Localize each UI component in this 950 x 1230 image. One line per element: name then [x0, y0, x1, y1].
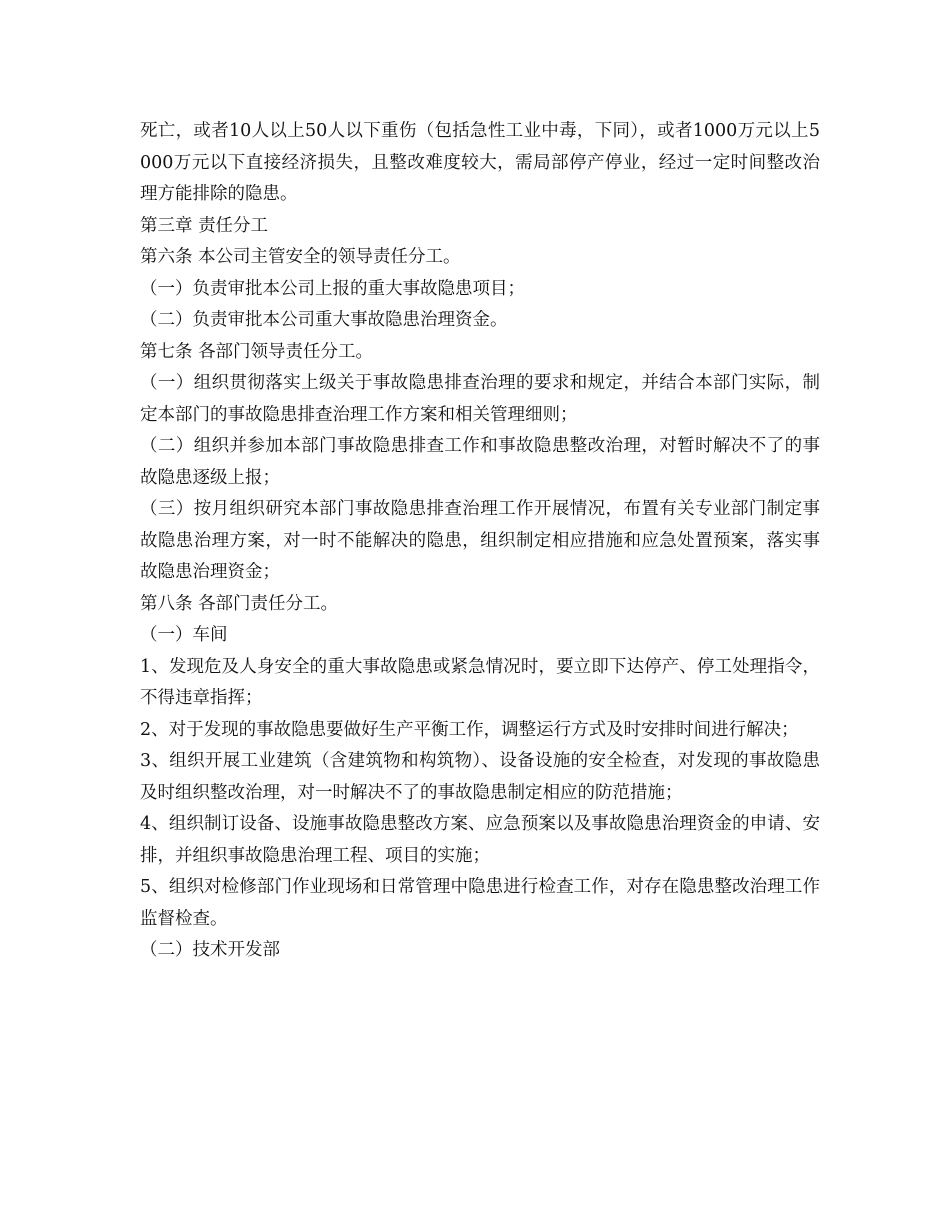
numbered-item: 3、组织开展工业建筑（含建筑物和构筑物）、设备设施的安全检查，对发现的事故隐患及时组织整改治理，对一时解决不了的事故隐患制定相应的防范措施； [140, 751, 820, 803]
clause-item: （二）负责审批本公司重大事故隐患治理资金。 [140, 310, 508, 330]
section-heading: （二）技术开发部 [140, 940, 280, 960]
chapter-heading: 第三章 责任分工 [140, 215, 269, 236]
numbered-item: 4、组织制订设备、设施事故隐患整改方案、应急预案以及事故隐患治理资金的申请、安排，并组织事故隐患治理工程、项目的实施； [140, 814, 820, 866]
paragraph-continuation: 死亡，或者10人以上50人以下重伤（包括急性工业中毒，下同），或者1000万元以上5000万元以下直接经济损失，且整改难度较大，需局部停产停业，经过一定时间整改治理方能排除的隐患。 [140, 121, 820, 204]
numbered-item: 1、发现危及人身安全的重大事故隐患或紧急情况时，要立即下达停产、停工处理指令，不得违章指挥； [140, 656, 820, 708]
article-heading: 第六条 本公司主管安全的领导责任分工。 [140, 247, 461, 267]
clause-item: （三）按月组织研究本部门事故隐患排查治理工作开展情况，布置有关专业部门制定事故隐患治理方案，对一时不能解决的隐患，组织制定相应措施和应急处置预案，落实事故隐患治理资金； [140, 499, 820, 582]
section-heading: （一）车间 [140, 625, 228, 645]
article-heading: 第七条 各部门领导责任分工。 [140, 341, 374, 362]
numbered-item: 2、对于发现的事故隐患要做好生产平衡工作，调整运行方式及时安排时间进行解决； [140, 719, 799, 740]
clause-item: （二）组织并参加本部门事故隐患排查工作和事故隐患整改治理，对暂时解决不了的事故隐患逐级上报； [140, 436, 820, 488]
article-heading: 第八条 各部门责任分工。 [140, 593, 339, 614]
numbered-item: 5、组织对检修部门作业现场和日常管理中隐患进行检查工作，对存在隐患整改治理工作监督检查。 [140, 877, 820, 929]
document-body [140, 116, 820, 967]
clause-item: （一）负责审批本公司上报的重大事故隐患项目； [140, 278, 525, 299]
clause-item: （一）组织贯彻落实上级关于事故隐患排查治理的要求和规定，并结合本部门实际，制定本部门的事故隐患排查治理工作方案和相关管理细则； [140, 373, 820, 425]
